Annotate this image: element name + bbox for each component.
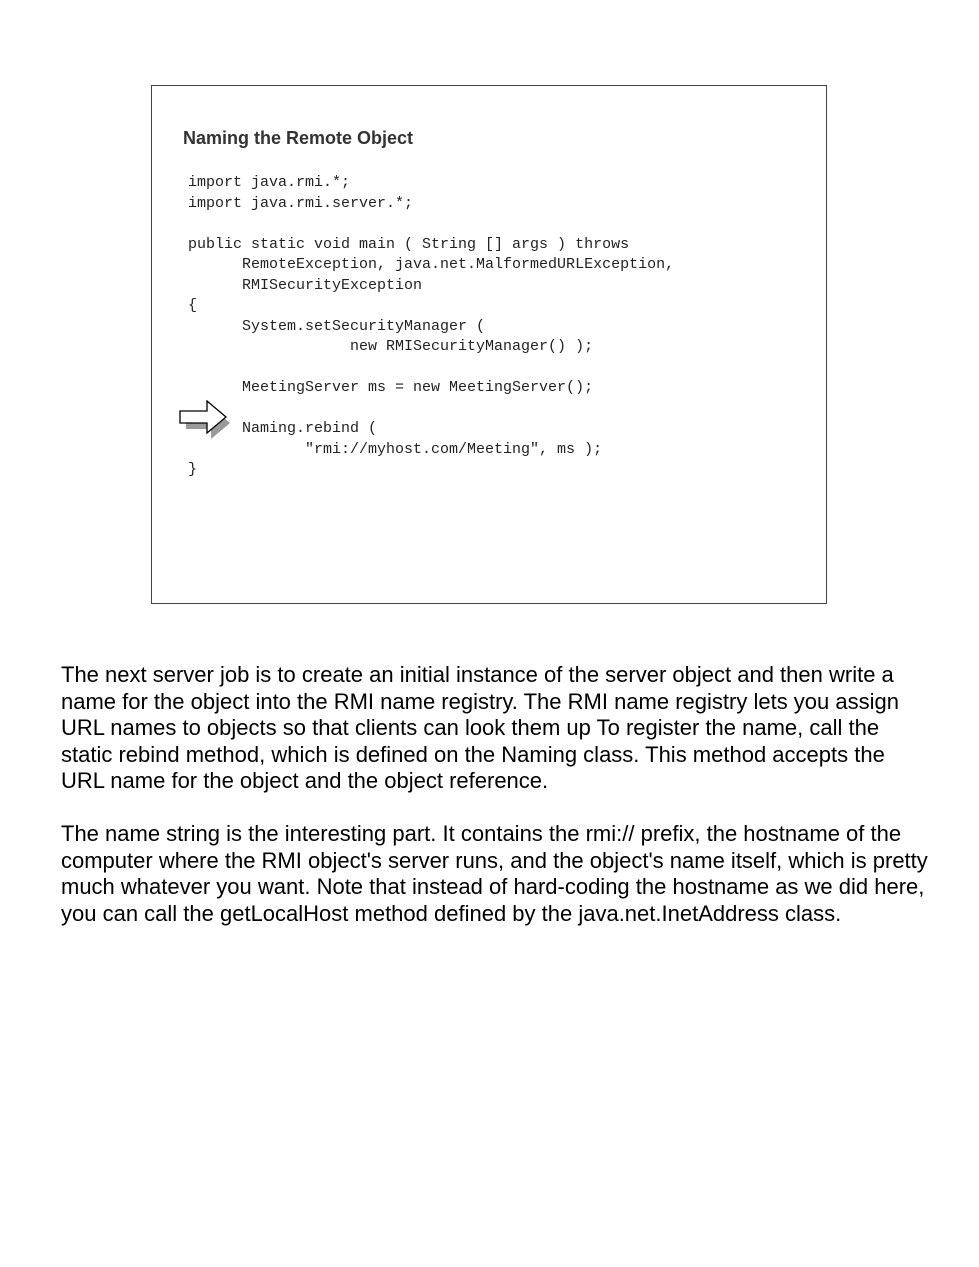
code-line: Naming.rebind ( xyxy=(188,420,378,437)
code-line: MeetingServer ms = new MeetingServer(); xyxy=(188,379,594,396)
code-line: RemoteException, java.net.MalformedURLException, xyxy=(188,256,675,273)
notes-paragraph: The name string is the interesting part. It contains the rmi:// prefix, the hostname of the computer where the RMI object's server runs, and the object's name itself, which is pretty much whatever you want. Note that instead of hard-coding the hostname as we did here, you can call the getLocalHost method defined by the java.net.InetAddress class. xyxy=(61,821,928,926)
notes-paragraph: The next server job is to create an initial instance of the server object and then write a name for the object into the RMI name registry. The RMI name registry lets you assign URL names to objects so that clients can look them up To register the name, call the static rebind method, which is defined on the Naming class. This method accepts the URL name for the object and the object reference. xyxy=(61,662,899,793)
code-line: import java.rmi.*; xyxy=(188,174,351,191)
code-block xyxy=(188,173,674,481)
code-line: RMISecurityException xyxy=(188,276,423,294)
code-line: public static void main ( String [] args ) throws xyxy=(188,235,630,253)
code-line: import java.rmi.server.*; xyxy=(188,194,414,212)
slide-title: Naming the Remote Object xyxy=(183,128,414,148)
code-line xyxy=(188,358,674,379)
code-line: "rmi://myhost.com/Meeting", ms ); xyxy=(188,440,603,458)
code-line xyxy=(188,214,674,235)
code-line: System.setSecurityManager ( xyxy=(188,317,486,335)
slide-frame xyxy=(151,85,827,604)
code-line xyxy=(188,399,674,420)
code-line: new RMISecurityManager() ); xyxy=(188,338,594,355)
code-line: { xyxy=(188,297,198,314)
code-line: } xyxy=(188,461,198,478)
speaker-notes xyxy=(61,662,931,954)
